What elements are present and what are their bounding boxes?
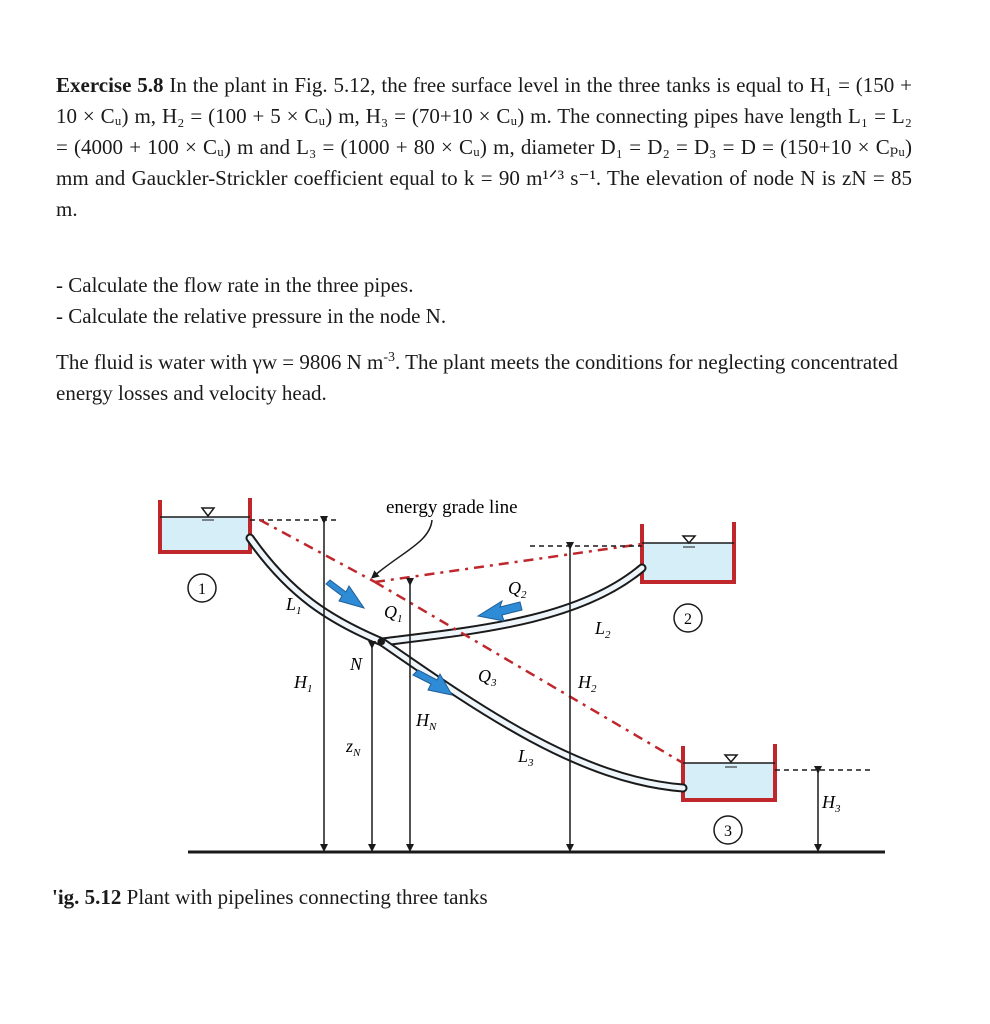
- tank-3: [683, 744, 775, 800]
- gamma-expression: γw = 9806 N m: [252, 350, 384, 374]
- caption-text: Plant with pipelines connecting three tanks: [121, 885, 488, 909]
- tank-number-1: [188, 574, 216, 602]
- tank-1: [160, 498, 250, 552]
- l3-expression: L₃ = (1000 + 80 × Cᵤ) m: [296, 135, 510, 159]
- flow-arrow-q1: [326, 580, 364, 608]
- gamma-exponent: -3: [383, 350, 396, 365]
- tank-number-label: 3: [724, 823, 732, 840]
- exercise-paragraph: [56, 70, 912, 225]
- plant-figure: [150, 480, 890, 880]
- h2-expression: H₂ = (100 + 5 × Cᵤ) m,: [161, 104, 366, 128]
- tank-2: [642, 522, 734, 582]
- task-item: - Calculate the flow rate in the three pipes.: [56, 273, 414, 297]
- fluid-text-2: . The plant meets the conditions for neglecting concentrated energy losses and velocity head.: [56, 350, 898, 405]
- pipe-label-l3: $L_3$: [518, 746, 534, 769]
- node-text: . The elevation of node N is: [595, 166, 843, 190]
- tank-number-label: 2: [684, 611, 692, 628]
- k-expression: k = 90 m¹ᐟ³ s⁻¹: [463, 166, 596, 190]
- tank-3-water: [683, 763, 775, 799]
- tank-number-label: 1: [198, 581, 206, 598]
- exercise-intro: In the plant in Fig. 5.12, the free surface level in the three tanks is equal to: [163, 73, 810, 97]
- task-list: [56, 270, 912, 332]
- fluid-text-1: The fluid is water with: [56, 350, 253, 374]
- gs-text: and Gauckler-Strickler coefficient equal to: [88, 166, 464, 190]
- plant-diagram: [150, 480, 890, 880]
- head-label-h2: $H_2$: [578, 672, 597, 695]
- exercise-statement: [56, 70, 912, 225]
- fluid-paragraph: [56, 342, 912, 409]
- h1-expression: H₁ = (150 + 10 × Cᵤ) m,: [56, 73, 913, 128]
- flow-label-q2: $Q_2$: [508, 578, 527, 601]
- energy-grade-lines: [250, 520, 872, 770]
- tank-2-water: [642, 543, 734, 581]
- pipe-label-l2: $L_2$: [595, 618, 611, 641]
- water-level-icon: [683, 536, 695, 543]
- flow-label-q1: $Q_1$: [384, 602, 403, 625]
- tank-number-3: [714, 816, 742, 844]
- water-level-icon: [725, 755, 737, 762]
- head-label-hn: $H_N$: [416, 710, 437, 733]
- head-label-h1: $H_1$: [294, 672, 313, 695]
- flow-label-q3: $Q_3$: [478, 666, 497, 689]
- l12-expression: L₁ = L₂ = (4000 + 100 × Cᵤ) m: [56, 104, 912, 159]
- node-n-marker: [379, 639, 385, 645]
- node-label: N: [350, 654, 363, 674]
- pipe-label-l1: $L_1$: [286, 594, 302, 617]
- tank-number-2: [674, 604, 702, 632]
- diameter-text: , diameter: [509, 135, 601, 159]
- fluid-statement: [56, 342, 912, 409]
- egl-label: energy grade line: [386, 497, 518, 518]
- head-label-h3: $H_3$: [822, 792, 841, 815]
- and-word: and: [253, 135, 297, 159]
- zn-label: $z_N$: [346, 736, 361, 759]
- figure-number: 'ig. 5.12: [52, 885, 122, 909]
- water-level-icon: [202, 508, 214, 516]
- diameter-expression: D₁ = D₂ = D₃ = D = (150+10 × Cₚᵤ) mm: [56, 135, 912, 190]
- figure-caption: [52, 885, 488, 910]
- h3-expression: H₃ = (70+10 × Cᵤ) m.: [365, 104, 552, 128]
- zn-expression: zN = 85 m.: [56, 166, 912, 221]
- pipes: [250, 538, 683, 788]
- exercise-label: Exercise 5.8: [56, 73, 164, 97]
- task-item: - Calculate the relative pressure in the node N.: [56, 304, 447, 328]
- egl-callout-arrow: [374, 520, 432, 576]
- pipes-text: The connecting pipes have length: [551, 104, 849, 128]
- tank-1-water: [160, 517, 250, 551]
